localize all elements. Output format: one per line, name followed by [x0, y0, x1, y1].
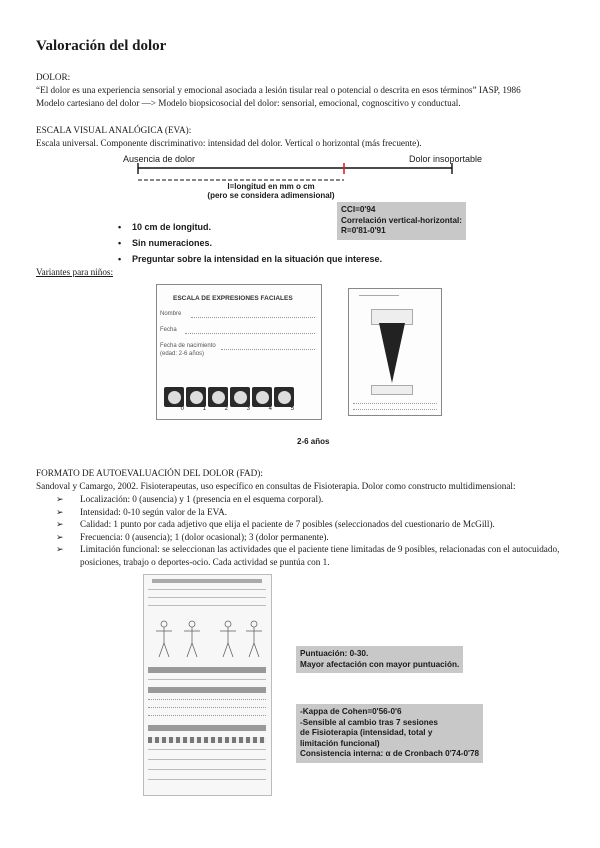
face-icon: [252, 387, 272, 407]
eva-bullet: • Sin numeraciones.: [118, 238, 213, 248]
face-number: 2: [224, 406, 228, 412]
eva-label-left: Ausencia de dolor: [123, 154, 196, 164]
eva-stat-correlation: Correlación vertical-horizontal:: [341, 215, 463, 225]
fad-cronbach: Consistencia interna: α de Cronbach 0'74-0'78: [300, 749, 480, 758]
form-row-line: [148, 597, 266, 598]
dotted-line: [185, 333, 315, 334]
facial-field-name: Nombre: [160, 311, 182, 317]
form-row-line: [148, 769, 266, 770]
dolor-heading: DOLOR:: [36, 72, 71, 82]
eva-label-right: Dolor insoportable: [409, 154, 483, 164]
arrow-icon: ➢: [56, 506, 64, 517]
fad-sensitivity: -Sensible al cambio tras 7 sesiones: [300, 717, 438, 727]
fad-item: ➢ Intensidad: 0-10 según valor de la EVA.: [56, 506, 228, 517]
form-title-line: [152, 579, 262, 583]
vertical-scale-card: [348, 288, 442, 416]
page-title: Valoración del dolor: [36, 38, 167, 54]
eva-measure-line1: l=longitud en mm o cm: [227, 182, 315, 191]
form-bar: [148, 725, 266, 731]
fad-sensitivity-detail: limitación funcional): [300, 738, 380, 748]
face-icon: [274, 387, 294, 407]
fad-sensitivity-detail: de Fisioterapia (intensidad, total y: [300, 728, 433, 737]
form-row-line: [148, 605, 266, 606]
face-number: 4: [268, 406, 272, 412]
fad-item: ➢ Localización: 0 (ausencia) y 1 (presencia en el esquema corporal).: [56, 494, 324, 504]
arrow-icon: ➢: [56, 531, 64, 542]
fad-kappa: -Kappa de Cohen=0'56-0'6: [300, 707, 402, 716]
fad-intro: Sandoval y Camargo, 2002. Fisioterapeutas, uso específico en consultas de Fisioterapia. Dolor como constructo multidimensional:: [36, 481, 516, 491]
body-chart-figures: [150, 619, 266, 659]
form-bar: [148, 687, 266, 693]
scale-bottom-box: [371, 385, 413, 395]
face-number: 1: [202, 406, 206, 412]
face-icon: [186, 387, 206, 407]
fad-score-note: Mayor afectación con mayor puntuación.: [300, 659, 460, 669]
fad-heading: FORMATO DE AUTOEVALUACIÓN DEL DOLOR (FAD):: [36, 468, 263, 478]
form-row-line: [148, 589, 266, 590]
face-strip: [164, 387, 294, 407]
fad-item-list: [56, 493, 559, 569]
eva-bullet: • 10 cm de longitud.: [118, 222, 212, 232]
form-row-line: [148, 749, 266, 750]
eva-stat-r: R=0'81-0'91: [341, 226, 386, 235]
face-number: 0: [180, 406, 184, 412]
card-header-line: [359, 295, 399, 296]
fad-score-box: [296, 646, 463, 673]
fad-item: ➢ Calidad: 1 punto por cada adjetivo que elija el paciente de 7 posibles (seleccionados del cuestionario de McGill).: [56, 519, 495, 530]
dotted-line: [353, 403, 437, 404]
children-heading: Variantes para niños:: [36, 267, 114, 277]
fad-form-image: [143, 574, 272, 796]
eva-stat-cci: CCI=0'94: [341, 205, 376, 214]
eva-measure-line2: (pero se considera adimensional): [207, 191, 335, 200]
form-row-line: [148, 699, 266, 700]
form-row-line: [148, 715, 266, 716]
eva-bullet-list: [118, 219, 382, 267]
dotted-line: [191, 317, 315, 318]
facial-field-age: (edad: 2-6 años): [160, 351, 205, 357]
form-row-line: [148, 779, 266, 780]
arrow-icon: ➢: [56, 494, 64, 504]
facial-scale-card: [156, 284, 322, 420]
face-icon: [208, 387, 228, 407]
eva-measure-note: [206, 182, 336, 200]
face-icon: [230, 387, 250, 407]
form-scale-row: [148, 737, 266, 743]
arrow-icon: ➢: [56, 544, 64, 555]
facial-field-birth: Fecha de nacimiento: [160, 343, 216, 349]
facial-field-date: Fecha: [160, 327, 177, 333]
face-numbers: [164, 406, 294, 412]
form-row-line: [148, 707, 266, 708]
children-caption: 2-6 años: [297, 437, 330, 446]
dolor-definition: “El dolor es una experiencia sensorial y emocional asociada a lesión tisular real o potencial o descrita en esos términos” IASP, 1986: [36, 85, 521, 95]
eva-bullet: • Preguntar sobre la intensidad en la situación que interese.: [118, 254, 383, 264]
triangle-scale-icon: [379, 323, 405, 383]
fad-item: ➢ Frecuencia: 0 (ausencia); 1 (dolor ocasional); 3 (dolor permanente).: [56, 531, 329, 542]
form-bar: [148, 667, 266, 673]
face-icon: [164, 387, 184, 407]
arrow-icon: ➢: [56, 519, 64, 530]
form-row-line: [148, 679, 266, 680]
dotted-line: [221, 349, 315, 350]
form-row-line: [148, 759, 266, 760]
facial-card-title: ESCALA DE EXPRESIONES FACIALES: [173, 295, 293, 302]
fad-reliability-box: [296, 704, 483, 763]
fad-score-range: Puntuación: 0-30.: [300, 649, 369, 658]
face-number: 5: [290, 406, 294, 412]
dotted-line: [353, 409, 437, 410]
eva-heading: ESCALA VISUAL ANALÓGICA (EVA):: [36, 125, 192, 135]
fad-item: ➢ Limitación funcional: se seleccionan las actividades que el paciente tiene limitadas de 9 posibles, relacionadas con el autocuidado, posiciones, trabajo o deportes-ocio. Cada actividad se puntúa con 1.: [56, 544, 560, 567]
eva-description: Escala universal. Componente discriminativo: intensidad del dolor. Vertical o horizontal (más frecuente).: [36, 138, 422, 148]
dolor-model: Modelo cartesiano del dolor —> Modelo biopsicosocial del dolor: sensorial, emocional, cognoscitivo y conductual.: [36, 98, 461, 108]
face-number: 3: [246, 406, 250, 412]
